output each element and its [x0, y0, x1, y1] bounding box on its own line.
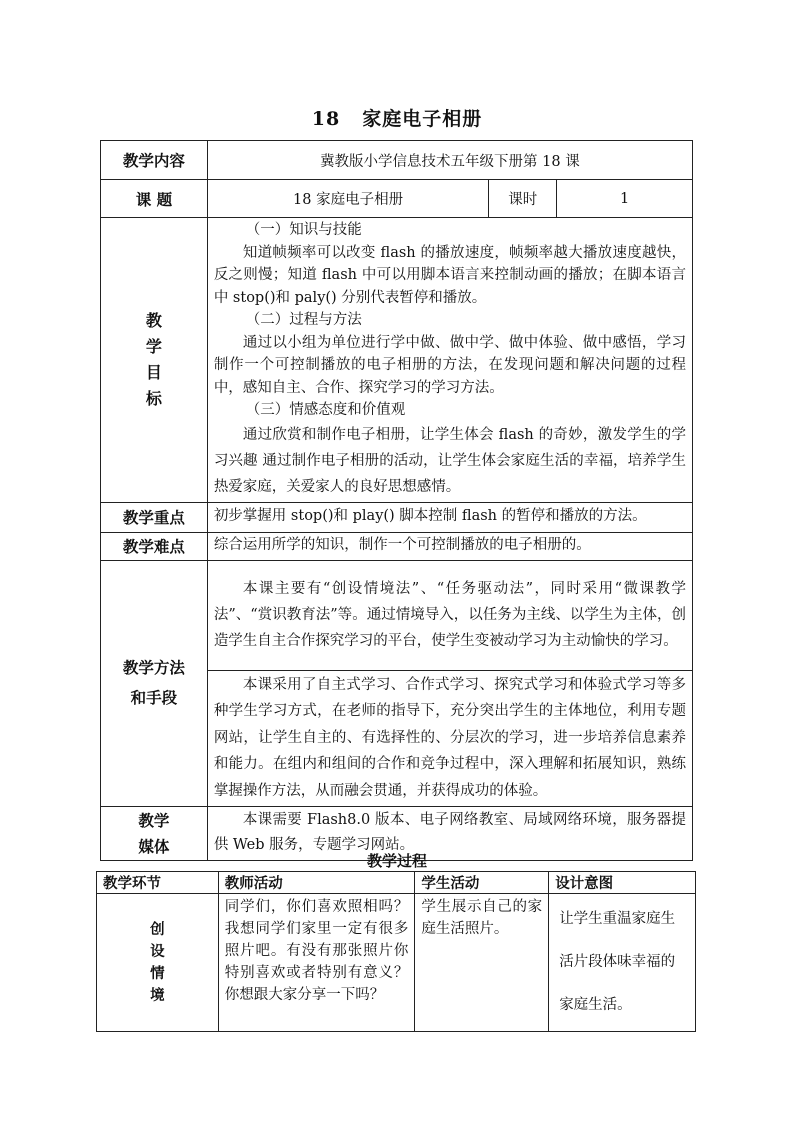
topic-row — [101, 180, 693, 218]
goals-paragraph-1: 知道帧频率可以改变 flash 的播放速度，帧频率越大播放速度越快，反之则慢；知道 flash 中可以用脚本语言来控制动画的播放；在脚本语言中 stop()和 paly() 分别代表暂停和播放。 — [213, 244, 686, 306]
topic-label: 课 题 — [101, 180, 208, 218]
media-value: 本课需要 Flash8.0 版本、电子网络教室、局域网络环境，服务器提供 Web 服务，专题学习网站。 — [207, 807, 692, 861]
goals-heading-3: （三）情感态度和价值观 — [245, 402, 406, 418]
header-design: 设计意图 — [549, 872, 696, 894]
process-row — [97, 894, 696, 1032]
topic-value: 18 家庭电子相册 — [207, 180, 489, 218]
process-table — [96, 871, 696, 1032]
goals-label: 教 学 目 标 — [101, 218, 208, 503]
difficulty-value: 综合运用所学的知识，制作一个可控制播放的电子相册的。 — [207, 532, 692, 560]
methods-paragraph-2: 本课采用了自主式学习、合作式学习、探究式学习和体验式学习等多种学生学习方式，在老师的指导下，充分突出学生的主体地位，利用专题网站，让学生自主的、有选择性的、分层次的学习，进一步培养信息素养和能力。在组内和组间的合作和竞争过程中，深入理解和拓展知识，熟练掌握操作方法，从而融会贯通，并获得成功的体验。 — [207, 670, 692, 807]
period-label: 课时 — [489, 180, 557, 218]
lesson-number: 18 — [311, 108, 341, 130]
methods-label: 教学方法 和手段 — [101, 560, 208, 807]
content-label: 教学内容 — [101, 141, 208, 180]
header-stage: 教学环节 — [97, 872, 219, 894]
process-header-row — [97, 872, 696, 894]
goals-paragraph-3: 通过欣赏和制作电子相册，让学生体会 flash 的奇妙，激发学生的学习兴趣 通过制作电子相册的活动，让学生体会家庭生活的幸福，培养学生热爱家庭，关爱家人的良好思想感情。 — [213, 426, 686, 495]
goals-content — [207, 218, 692, 503]
key-point-row — [101, 502, 693, 532]
methods-paragraph-1: 本课主要有“创设情境法”、“任务驱动法”，同时采用“微课教学法”、“赏识教育法”等。通过情境导入，以任务为主线、以学生为主体，创造学生自主合作探究学习的平台，使学生变被动学习为主动愉快的学习。 — [207, 560, 692, 670]
student-activity: 学生展示自己的家庭生活照片。 — [415, 894, 549, 1032]
difficulty-label: 教学难点 — [101, 532, 208, 560]
content-row — [101, 141, 693, 180]
header-student: 学生活动 — [415, 872, 549, 894]
methods-row-1 — [101, 560, 693, 670]
difficulty-row — [101, 532, 693, 560]
header-teacher: 教师活动 — [218, 872, 415, 894]
process-title: 教学过程 — [366, 852, 427, 870]
goals-paragraph-2: 通过以小组为单位进行学中做、做中学、做中体验、做中感悟，学习制作一个可控制播放的电子相册的方法，在发现问题和解决问题的过程中，感知自主、合作、探究学习的学习方法。 — [213, 334, 686, 396]
goals-row — [101, 218, 693, 503]
key-point-label: 教学重点 — [101, 502, 208, 532]
lesson-plan-table — [100, 140, 693, 861]
design-intent: 让学生重温家庭生活片段体味幸福的家庭生活。 — [549, 894, 696, 1032]
content-value: 冀教版小学信息技术五年级下册第 18 课 — [207, 141, 692, 180]
period-value: 1 — [557, 180, 693, 218]
teacher-activity: 同学们，你们喜欢照相吗？我想同学们家里一定有很多照片吧。有没有那张照片你特别喜欢或者特别有意义？你想跟大家分享一下吗？ — [218, 894, 415, 1032]
stage-label: 创 设 情 境 — [97, 894, 219, 1032]
key-point-value: 初步掌握用 stop()和 play() 脚本控制 flash 的暂停和播放的方法。 — [207, 502, 692, 532]
document-title — [0, 104, 794, 131]
media-label: 教学 媒体 — [101, 807, 208, 861]
lesson-name: 家庭电子相册 — [362, 108, 483, 130]
goals-heading-1: （一）知识与技能 — [245, 222, 362, 238]
goals-heading-2: （二）过程与方法 — [245, 312, 362, 328]
